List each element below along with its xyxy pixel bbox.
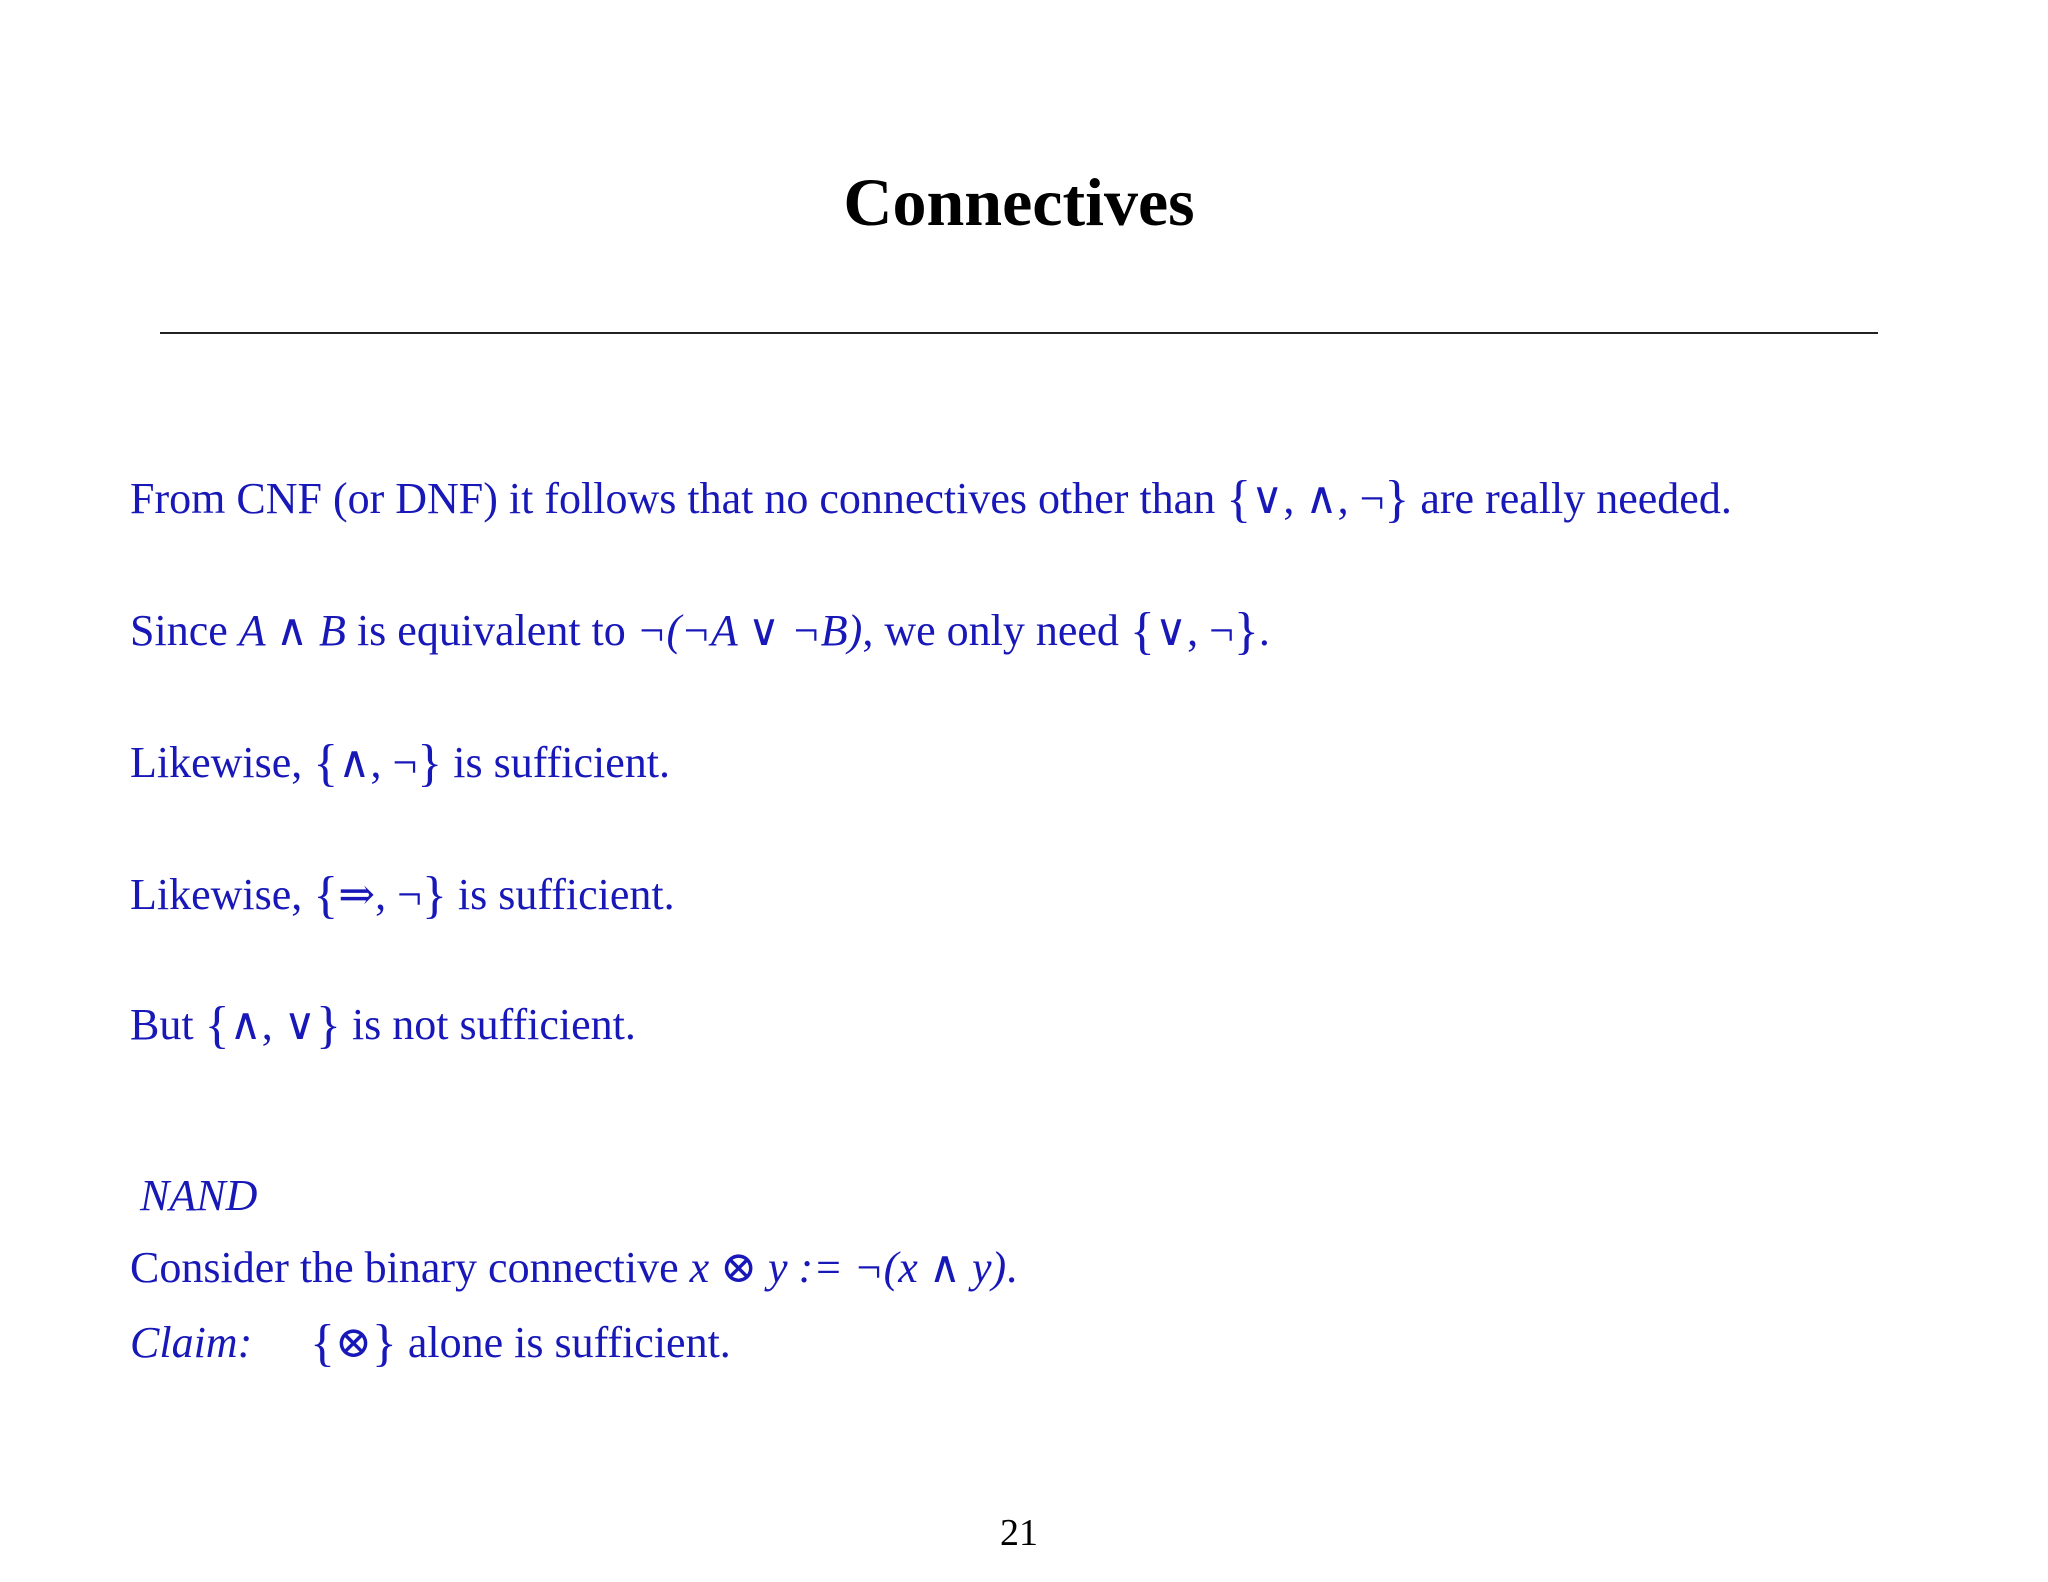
cnf-dnf-statement bbox=[130, 471, 1732, 528]
brace-close: } bbox=[315, 997, 341, 1054]
text-segment: But bbox=[130, 1000, 205, 1049]
brace-close: } bbox=[421, 867, 447, 924]
connective-set: ∧, ¬ bbox=[338, 738, 418, 787]
equivalence-statement bbox=[130, 603, 1270, 660]
slide-title: Connectives bbox=[843, 164, 1195, 240]
nand-definition bbox=[130, 1243, 1018, 1292]
text-segment: From CNF (or DNF) it follows that no connectives other than bbox=[130, 474, 1227, 523]
text-segment: Likewise, bbox=[130, 870, 314, 919]
brace-close: } bbox=[1384, 471, 1410, 528]
and-not-statement bbox=[130, 735, 670, 792]
text-segment: alone is sufficient. bbox=[396, 1318, 731, 1367]
implies-not-statement bbox=[130, 867, 675, 924]
math-expression: ¬(¬A ∨ ¬B) bbox=[636, 606, 863, 655]
text-segment: is sufficient. bbox=[446, 870, 675, 919]
text-segment: Consider the binary connective bbox=[130, 1243, 690, 1292]
claim-label: Claim: bbox=[130, 1318, 253, 1367]
text-segment: is sufficient. bbox=[442, 738, 670, 787]
brace-open: { bbox=[313, 867, 339, 924]
brace-open: { bbox=[1129, 603, 1155, 660]
math-expression: x ⊗ y := ¬(x ∧ y) bbox=[689, 1243, 1007, 1292]
text-segment: . bbox=[1006, 1243, 1018, 1292]
connective-set: ⇒, ¬ bbox=[338, 870, 422, 919]
text-segment: is equivalent to bbox=[345, 606, 637, 655]
text-segment: , we only need bbox=[862, 606, 1130, 655]
connective-set: ∨, ∧, ¬ bbox=[1251, 474, 1385, 523]
page-number: 21 bbox=[1000, 1512, 1038, 1554]
nand-claim bbox=[130, 1315, 731, 1372]
brace-open: { bbox=[204, 997, 230, 1054]
math-expression: A ∧ B bbox=[238, 606, 346, 655]
brace-open: { bbox=[310, 1315, 335, 1372]
text-segment: are really needed. bbox=[1409, 474, 1732, 523]
connective-set: ∨, ¬ bbox=[1154, 606, 1234, 655]
brace-close: } bbox=[371, 1315, 397, 1372]
text-segment: Likewise, bbox=[130, 738, 314, 787]
brace-open: { bbox=[1226, 471, 1252, 528]
connective-set: ∧, ∨ bbox=[229, 1000, 316, 1049]
connective-set: ⊗ bbox=[334, 1318, 372, 1367]
text-segment: Since bbox=[130, 606, 239, 655]
text-segment: is not sufficient. bbox=[340, 1000, 636, 1049]
brace-close: } bbox=[1233, 603, 1259, 660]
and-or-statement bbox=[130, 997, 636, 1054]
brace-open: { bbox=[313, 735, 339, 792]
text-segment: . bbox=[1258, 606, 1270, 655]
nand-heading: NAND bbox=[140, 1171, 258, 1220]
brace-close: } bbox=[417, 735, 443, 792]
title-divider bbox=[160, 332, 1878, 334]
